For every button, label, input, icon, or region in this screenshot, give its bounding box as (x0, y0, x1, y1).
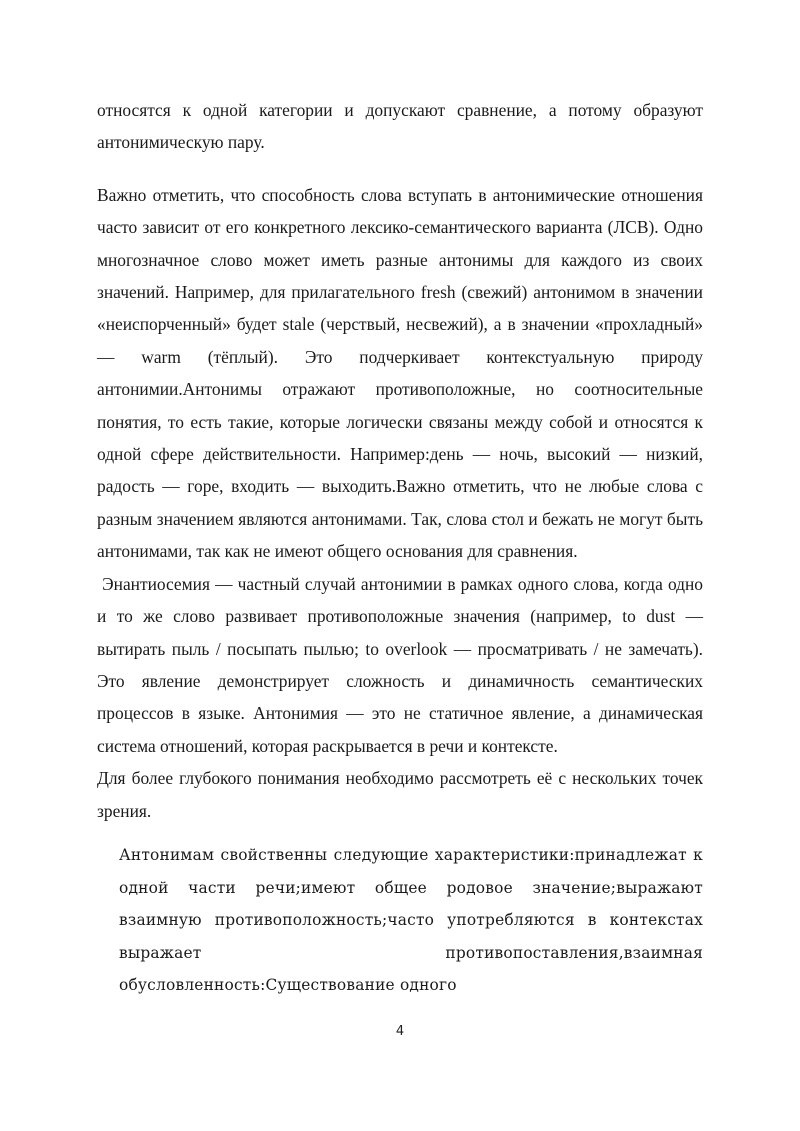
paragraph-5: Антонимам свойственны следующие характеристики:принадлежат к одной части речи;имеют общее родовое значение;выражают взаимную противоположность;часто употребляются в контекстах выражает противопоставления,взаимная обусловленность:Существование одного (119, 845, 703, 995)
paragraph-3: Энантиосемия — частный случай антонимии в рамках одного слова, когда одно и то же слово развивает противоположные значения (например, to dust — вытирать пыль / посыпать пылью; to overlook — просматривать / не замечать). Это явление демонстрирует сложность и динамичность семантических процессов в языке. Антонимия — это не статичное явление, а динамическая система отношений, которая раскрывается в речи и контексте. (97, 573, 708, 756)
page-number: 4 (395, 1024, 405, 1039)
paragraph-2: Важно отметить, что способность слова вступать в антонимические отношения часто зависит от его конкретного лексико-семантического варианта (ЛСВ). Одно многозначное слово может иметь разные антонимы для каждого из своих значений. Например, для прилагательного fresh (свежий) антонимом в значении «неиспорченный» будет stale (черствый, несвежий), а в значении «прохладный» — warm (тёплый). Это подчеркивает контекстуальную природу антонимии.Антонимы отражают противоположные, но соотносительные понятия, то есть такие, которые логически связаны между собой и относятся к одной сфере действительности. Например:день — ночь, высокий — низкий, радость — горе, входить — выходить.Важно отметить, что не любые слова с разным значением являются антонимами. Так, слова стол и бежать не могут быть антонимами, так как не имеют общего основания для сравнения. (97, 184, 703, 562)
paragraph-1: относятся к одной категории и допускают сравнение, а потому образуют антонимическую пару. (97, 100, 703, 153)
paragraph-4: Для более глубокого понимания необходимо рассмотреть её с нескольких точек зрения. (97, 768, 703, 821)
document-page (97, 94, 708, 1002)
